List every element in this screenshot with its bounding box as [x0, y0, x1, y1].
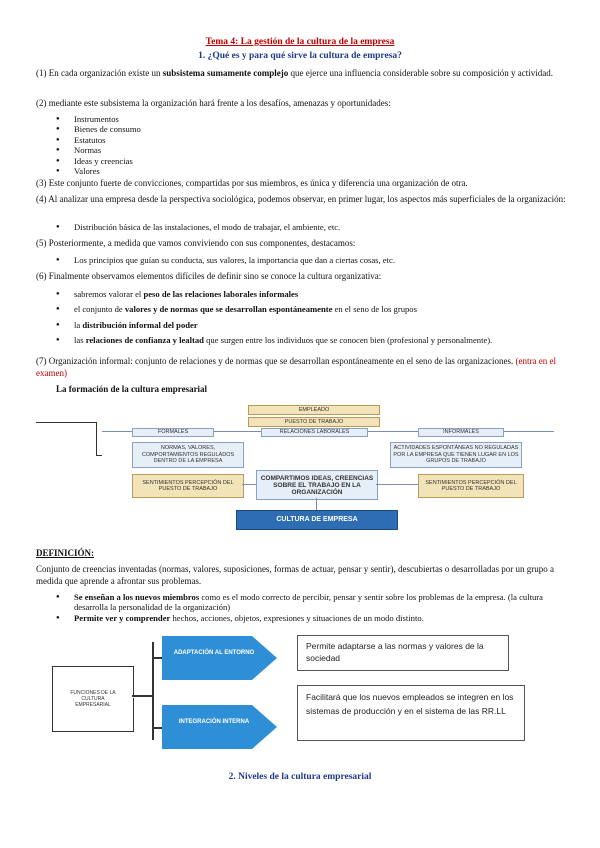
list-item-bold: Se enseñan a los nuevos miembros — [74, 592, 200, 602]
connector-line — [376, 484, 418, 485]
informales-box: INFORMALES — [418, 428, 504, 437]
list-item-text: la — [74, 319, 83, 330]
document-title: Tema 4: La gestión de la cultura de la empresa — [205, 37, 395, 47]
integracion-label: INTEGRACIÓN INTERNA — [178, 719, 250, 725]
culture-functions-diagram — [52, 630, 532, 760]
funciones-label: FUNCIONES DE LA CULTURA EMPRESARIAL — [70, 690, 116, 708]
paragraph-7-text: (7) Organización informal: conjunto de relaciones y de normas que se desarrollan espontáneamente en el seno de las organizaciones. — [36, 356, 514, 366]
paragraph-7 — [36, 356, 566, 379]
paragraph-6: (6) Finalmente observamos elementos difíciles de definir sino se conoce la cultura organizativa: — [36, 271, 382, 281]
list-item-text: las — [74, 335, 86, 346]
list-2 — [36, 114, 566, 176]
paragraph-2: (2) mediante este subsistema la organización hará frente a los desafíos, amenazas y oportunidades: — [36, 98, 391, 108]
sentimientos-right-box: SENTIMIENTOS PERCEPCIÓN DEL PUESTO DE TRABAJO — [418, 474, 524, 498]
list-item: ● Distribución básica de las instalaciones, el modo de trabajar, el ambiente, etc. — [36, 222, 566, 232]
list-item — [36, 289, 576, 299]
list-item: ● Normas — [36, 145, 566, 155]
list-item-bold: distribución informal del poder — [82, 319, 198, 330]
list-item-bold: peso de las relaciones laborales informales — [143, 289, 299, 299]
list-item-bold: valores y de normas que se desarrollan espontáneamente — [124, 304, 333, 315]
connector-line — [152, 727, 162, 729]
connector-line — [152, 642, 154, 740]
connector-line — [242, 484, 256, 485]
list-item: ● Ideas y creencias — [36, 156, 566, 166]
normas-box: NORMAS, VALORES, COMPORTAMIENTOS REGULADOS DENTRO DE LA EMPRESA — [132, 442, 244, 468]
paragraph-4: (4) Al analizar una empresa desde la perspectiva sociológica, podemos observar, en primer lugar, los aspectos más superficiales de la organización: — [36, 194, 566, 204]
list-item-bold: Permite ver y comprender — [74, 612, 171, 623]
left-connector — [96, 422, 97, 456]
list-item-text: el conjunto de — [74, 304, 125, 315]
list-item: ● Instrumentos — [36, 114, 566, 124]
connector-line — [316, 498, 317, 510]
connector-line — [132, 695, 152, 697]
paragraph-1 — [36, 68, 566, 80]
list-5 — [36, 255, 566, 265]
list-item-bold: relaciones de confianza y lealtad — [85, 335, 204, 346]
list-item-text-end: que surgen entre los individuos que se conocen bien (profesional y personalmente). — [203, 335, 493, 346]
left-connector — [36, 422, 96, 423]
adaptacion-arrow — [162, 636, 277, 680]
list-item: ● Bienes de consumo — [36, 124, 566, 134]
list-item — [36, 592, 566, 613]
definition-text: Conjunto de creencias inventadas (normas, valores, suposiciones, formas de actuar, pensar y sentir), descubiertas o desarrolladas por un grupo a medida que aprende a afrontar sus problemas. — [36, 564, 554, 586]
left-connector — [96, 455, 102, 456]
list-item: ● Estatutos — [36, 135, 566, 145]
actividades-box: ACTIVIDADES ESPONTÁNEAS NO REGULADAS POR LA EMPRESA QUE TIENEN LUGAR EN LOS GRUPOS DE TRABAJO — [390, 442, 522, 468]
culture-formation-diagram — [36, 398, 556, 533]
list-item — [36, 613, 566, 623]
list-item: ● Los principios que guían su conducta, sus valores, la importancia que dan a ciertas cosas, etc. — [36, 255, 566, 265]
list-item: ● Valores — [36, 166, 566, 176]
paragraph-1-bold: subsistema sumamente complejo — [162, 68, 289, 78]
adaptacion-description: Permite adaptarse a las normas y valores de la sociedad — [297, 635, 509, 671]
paragraph-5: (5) Posteriormente, a medida que vamos conviviendo con sus componentes, destacamos: — [36, 238, 356, 248]
section-2-heading: 2. Niveles de la cultura empresarial — [228, 772, 372, 782]
list-item — [36, 320, 576, 330]
exam-note: (entra en el examen) — [36, 356, 556, 378]
list-6 — [36, 289, 576, 346]
connector-line — [152, 657, 162, 659]
paragraph-1-text: (1) En cada organización existe un — [36, 68, 163, 78]
section-1-heading: 1. ¿Qué es y para qué sirve la cultura de empresa? — [198, 51, 402, 61]
connector-shape — [132, 662, 162, 698]
definition-list — [36, 592, 566, 623]
compartimos-box: COMPARTIMOS IDEAS, CREENCIAS SOBRE EL TRABAJO EN LA ORGANIZACIÓN — [256, 470, 378, 500]
list-item-text-end: en el seno de los grupos — [332, 304, 417, 315]
empleado-box: EMPLEADO — [248, 405, 380, 415]
funciones-box — [52, 666, 134, 732]
integracion-description: Facilitará que los nuevos empleados se integren en los sistemas de producción y en el sistema de las RR.LL — [297, 685, 525, 741]
list-item-text: sabremos valorar el — [74, 289, 144, 299]
list-item-text: hechos, acciones, objetos, expresiones y situaciones de un modo distinto. — [170, 612, 424, 623]
definition-heading: DEFINICIÓN: — [36, 548, 95, 558]
list-item — [36, 335, 576, 345]
sentimientos-left-box: SENTIMIENTOS PERCEPCIÓN DEL PUESTO DE TRABAJO — [132, 474, 244, 498]
figure-1-title: La formación de la cultura empresarial — [56, 384, 208, 394]
formales-box: FORMALES — [132, 428, 214, 437]
list-item — [36, 304, 576, 314]
list-item-text: como es el modo correcto de percibir, pensar y sentir sobre los problemas de la empresa. (la cultura desarrolla la personalidad de la organización) — [74, 592, 543, 613]
puesto-box: PUESTO DE TRABAJO — [248, 417, 380, 427]
list-4 — [36, 222, 566, 232]
relaciones-box: RELACIONES LABORALES — [261, 428, 368, 437]
cultura-empresa-box: CULTURA DE EMPRESA — [236, 510, 398, 530]
adaptacion-label: ADAPTACIÓN AL ENTORNO — [173, 650, 255, 656]
paragraph-1-text-end: que ejerce una influencia considerable sobre su composición y actividad. — [288, 68, 553, 78]
integracion-arrow — [162, 705, 277, 749]
paragraph-3: (3) Este conjunto fuerte de convicciones, compartidas por sus miembros, es única y diferencia una organización de otra. — [36, 178, 468, 188]
